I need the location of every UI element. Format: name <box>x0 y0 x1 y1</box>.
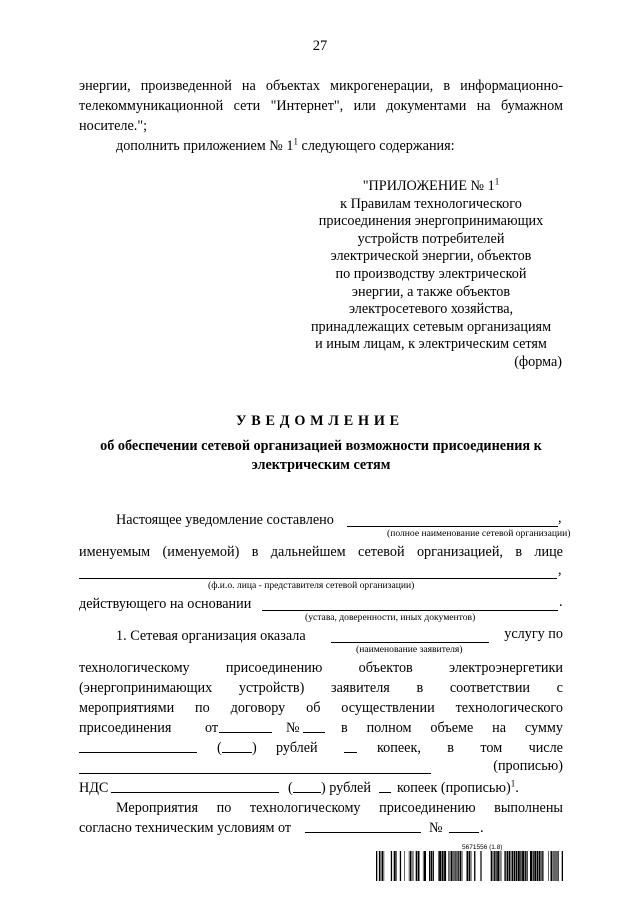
word: объеме <box>430 720 474 736</box>
word: объектах <box>265 78 320 94</box>
barcode-bar <box>516 851 517 881</box>
word: числе <box>528 740 563 756</box>
body-line-5 <box>79 658 563 678</box>
annex-title: "ПРИЛОЖЕНИЕ № $1^1$ <box>362 176 500 194</box>
word: по <box>216 800 232 816</box>
basis-field[interactable] <box>262 610 558 611</box>
representative-field[interactable] <box>79 578 557 579</box>
word: выполнены <box>494 800 563 816</box>
barcode-bar <box>391 851 392 881</box>
word: в <box>251 544 259 560</box>
word: соответствии <box>449 680 531 696</box>
period: . <box>559 594 563 610</box>
word: присоединению <box>379 800 476 816</box>
word: том <box>480 740 503 756</box>
annex-form-label: (форма) <box>514 353 562 370</box>
barcode-bar <box>553 851 554 881</box>
comma: , <box>558 510 562 526</box>
word: "Интернет", <box>270 98 344 114</box>
barcode-bar <box>458 851 459 881</box>
tech-conditions-date-field[interactable] <box>305 818 421 833</box>
barcode-bar <box>429 851 430 881</box>
applicant-field[interactable] <box>331 642 489 643</box>
word: сети <box>233 98 261 114</box>
barcode-bar <box>418 851 420 881</box>
word: сетевой <box>358 544 405 560</box>
word: в <box>515 544 523 560</box>
barcode-bar <box>537 851 538 881</box>
barcode-bar <box>453 851 454 881</box>
contract-number-field[interactable] <box>303 718 325 733</box>
word: бумажном <box>500 98 563 114</box>
subtitle-line-2: электрическим сетям <box>251 457 391 473</box>
document-subtitle <box>79 437 563 475</box>
barcode-bar <box>495 851 496 881</box>
barcode-bar <box>518 851 520 881</box>
word: (энергопринимающих <box>79 680 213 696</box>
caption-org-name: (полное наименование сетевой организации) <box>387 528 571 539</box>
barcode-bar <box>520 851 521 881</box>
word: по <box>195 700 210 716</box>
org-name-field[interactable] <box>347 526 558 527</box>
barcode-bar <box>457 851 458 881</box>
word: полном <box>366 720 412 736</box>
barcode-bar <box>474 851 475 881</box>
barcode-bar <box>384 851 385 881</box>
word: именуемым <box>79 544 151 560</box>
barcode-bar <box>556 851 557 881</box>
word: технологическому <box>79 660 190 676</box>
annex-header <box>300 178 562 372</box>
barcode-bar <box>424 851 426 881</box>
body-line-2 <box>79 542 563 562</box>
word: в <box>341 720 348 736</box>
barcode-bar <box>542 851 543 881</box>
barcode-bar <box>511 851 512 881</box>
word: на <box>241 78 256 94</box>
barcode-bar <box>409 851 410 881</box>
barcode-number: 5671556 (1.8) <box>462 844 503 851</box>
barcode-bar <box>500 851 501 881</box>
comma: , <box>558 562 562 578</box>
barcode-bar <box>554 851 555 881</box>
barcode-bar <box>514 851 516 881</box>
page-number: 27 <box>312 38 328 54</box>
annex-line: электрической энергии, объектов <box>330 248 532 265</box>
annex-line: и иным лицам, к электрическим сетям <box>315 336 547 353</box>
barcode-bar <box>400 851 401 881</box>
barcode-bar <box>396 851 397 881</box>
word: осуществлении <box>341 700 435 716</box>
barcode-bar <box>555 851 556 881</box>
barcode-bar <box>509 851 510 881</box>
word: Мероприятия <box>116 800 199 816</box>
word: дальнейшем <box>270 544 346 560</box>
word: объектов <box>358 660 413 676</box>
word: устройств) <box>238 680 305 696</box>
barcode-bar <box>404 851 405 881</box>
barcode-bar <box>530 851 532 881</box>
barcode-bar <box>505 851 506 881</box>
word: мероприятиями <box>79 700 175 716</box>
barcode-bar <box>376 851 377 881</box>
words-label: (прописью) <box>493 758 563 774</box>
barcode-bar <box>438 851 439 881</box>
barcode-bar <box>454 851 455 881</box>
kopecks-field[interactable] <box>344 738 357 753</box>
barcode-bar <box>533 851 534 881</box>
intro-line-2 <box>79 96 563 116</box>
word: технологического <box>455 700 563 716</box>
body-line-1: Настоящее уведомление составлено <box>116 512 334 528</box>
word: в <box>416 680 424 696</box>
body-line-4: 1. Сетевая организация оказала <box>116 628 306 644</box>
barcode-bar <box>448 851 449 881</box>
vat-kopecks-field[interactable] <box>379 778 391 793</box>
barcode-bar <box>444 851 446 881</box>
barcode-bar <box>526 851 527 881</box>
word: с <box>556 680 563 696</box>
barcode-bar <box>525 851 526 881</box>
word: заявителя <box>331 680 390 696</box>
annex-line: принадлежащих сетевым организациям <box>310 318 552 335</box>
contract-date-field[interactable] <box>219 718 272 733</box>
barcode-bar <box>416 851 417 881</box>
word: в <box>443 78 451 94</box>
barcode-bar <box>471 851 472 881</box>
barcode-bar <box>455 851 456 881</box>
word: договору <box>230 700 286 716</box>
barcode-bar <box>491 851 492 881</box>
vat-field[interactable] <box>111 778 279 793</box>
word: микрогенерации, <box>330 78 434 94</box>
word: или <box>353 98 376 114</box>
barcode-bar <box>493 851 494 881</box>
barcode-bar <box>469 851 470 881</box>
word: энергии, <box>79 78 131 94</box>
word: произведенной <box>140 78 232 94</box>
barcode-bar <box>381 851 382 881</box>
word: электроэнергетики <box>449 660 563 676</box>
word: копеек, <box>377 740 421 756</box>
word: об <box>306 700 321 716</box>
caption-representative: (ф.и.о. лица - представителя сетевой организации) <box>208 580 415 591</box>
body-line-6 <box>79 678 563 698</box>
word: информационно- <box>460 78 563 94</box>
annex-line: по производству электрической <box>335 265 527 282</box>
document-title: УВЕДОМЛЕНИЕ <box>236 413 404 429</box>
barcode-bar <box>460 851 461 881</box>
barcode-bar <box>433 851 434 881</box>
intro-line-4: дополнить приложением № $1^1$ следующего содержания: <box>116 136 455 154</box>
caption-applicant: (наименование заявителя) <box>356 644 463 655</box>
word: (именуемой) <box>162 544 240 560</box>
barcode-bar <box>501 851 502 881</box>
word: на <box>476 98 491 114</box>
barcode-bar <box>507 851 508 881</box>
barcode-bar <box>522 851 524 881</box>
sum-words-field[interactable] <box>222 738 252 753</box>
word: документами <box>386 98 467 114</box>
barcode-bar <box>562 851 563 881</box>
word: лице <box>534 544 563 560</box>
barcode-bar <box>494 851 495 881</box>
caption-basis: (устава, доверенности, иных документов) <box>305 612 476 623</box>
barcode-bar <box>413 851 414 881</box>
barcode-bar <box>431 851 432 881</box>
barcode-bar <box>410 851 411 881</box>
body-line-12 <box>116 798 563 818</box>
barcode-bar <box>548 851 549 881</box>
barcode-bar <box>557 851 558 881</box>
barcode-bar <box>451 851 453 881</box>
barcode-bar <box>442 851 444 881</box>
barcode-bar <box>539 851 541 881</box>
annex-line: устройств потребителей <box>357 230 505 247</box>
barcode-bar <box>541 851 542 881</box>
annex-line: электросетевого хозяйства, <box>348 301 514 318</box>
word: на <box>492 720 507 736</box>
barcode-bar <box>481 851 482 881</box>
sum-in-words-field[interactable] <box>79 773 431 774</box>
barcode-bar <box>412 851 413 881</box>
word: в <box>447 740 454 756</box>
barcode-bar <box>512 851 513 881</box>
intro-line-3: носителе."; <box>79 118 148 134</box>
barcode-bar <box>467 851 469 881</box>
annex-line: к Правилам технологического <box>340 195 522 212</box>
barcode-bar <box>551 851 553 881</box>
barcode-bar <box>423 851 424 881</box>
word: сумму <box>524 720 563 736</box>
word: технологическому <box>249 800 361 816</box>
barcode-bar <box>379 851 380 881</box>
body-line-3: действующего на основании <box>79 596 252 612</box>
annex-line: энергии, а также объектов <box>351 283 511 300</box>
word: организацией, <box>416 544 503 560</box>
sum-field[interactable] <box>79 738 197 753</box>
annex-line: присоединения энергопринимающих <box>318 213 544 230</box>
barcode-bar <box>534 851 536 881</box>
vat-words-field[interactable] <box>293 778 321 793</box>
barcode-bar <box>497 851 499 881</box>
body-line-7 <box>79 698 563 718</box>
subtitle-line-1: об обеспечении сетевой организацией возможности присоединения к <box>100 438 542 454</box>
tech-conditions-number-field[interactable] <box>449 818 479 833</box>
barcode-bar <box>394 851 396 881</box>
word: телекоммуникационной <box>79 98 224 114</box>
barcode-bar <box>462 851 463 881</box>
barcode-bar <box>450 851 451 881</box>
intro-line-1 <box>79 76 563 96</box>
barcode-icon <box>376 851 563 881</box>
barcode-bar <box>504 851 505 881</box>
barcode-bar <box>480 851 481 881</box>
word: присоединению <box>225 660 323 676</box>
barcode-bar <box>439 851 441 881</box>
body-line-4-tail: услугу по <box>504 626 563 642</box>
barcode-bar <box>382 851 383 881</box>
